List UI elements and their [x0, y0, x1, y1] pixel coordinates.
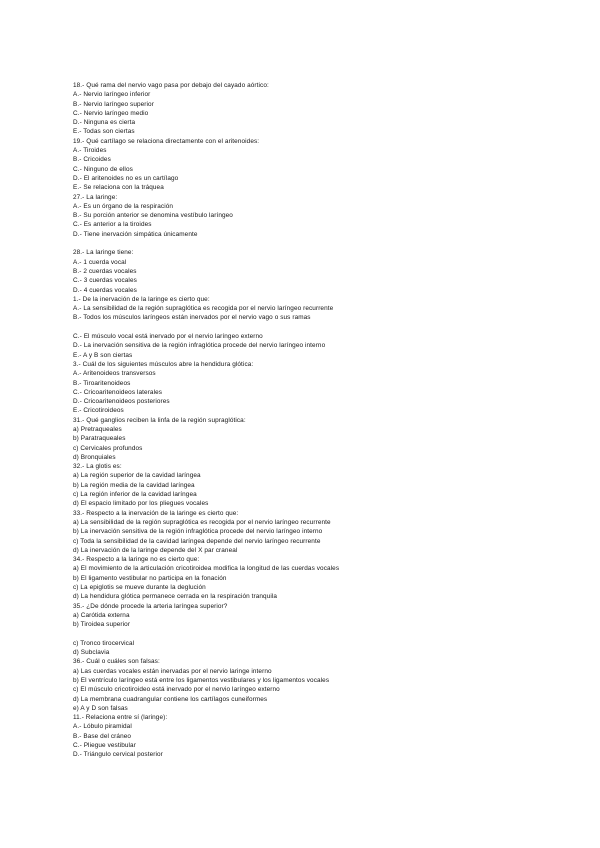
text-line: a) El movimiento de la articulación cricotiroidea modifica la longitud de las cuerdas vocales	[73, 565, 340, 573]
text-line: A.- La sensibilidad de la región supraglótica es recogida por el nervio laríngeo recurrente	[73, 305, 334, 313]
text-line: E.- Se relaciona con la tráquea	[73, 184, 164, 192]
text-line: 32.- La glotis es:	[73, 463, 122, 471]
text-line: B.- Tiroaritenoideos	[73, 379, 131, 387]
text-line: a) La sensibilidad de la región supraglótica es recogida por el nervio laríngeo recurrente	[73, 518, 331, 526]
text-line: C.- Pliegue vestibular	[73, 742, 136, 750]
text-line: B.- 2 cuerdas vocales	[73, 267, 137, 275]
text-line: 19.- Qué cartílago se relaciona directamente con el aritenoides:	[73, 137, 260, 145]
text-line: D.- 4 cuerdas vocales	[73, 286, 137, 294]
text-line: b) La región media de la cavidad laríngea	[73, 481, 195, 489]
text-line: D.- Cricoaritenoideos posteriores	[73, 398, 170, 406]
text-line: E.- Cricotiroideos	[73, 407, 124, 415]
text-line: a) Las cuerdas vocales están inervadas por el nervio laringe interno	[73, 667, 272, 675]
text-line: d) La hendidura glótica permanece cerrada en la respiración tranquila	[73, 593, 278, 601]
text-line: 31.- Qué ganglios reciben la linfa de la región supraglótica:	[73, 416, 246, 424]
text-line: A.- 1 cuerda vocal	[73, 258, 127, 266]
text-line: C.- Ninguno de ellos	[73, 165, 133, 173]
text-line: d) La membrana cuadrangular contiene los cartílagos cuneiformes	[73, 695, 268, 703]
text-line: a) La región superior de la cavidad laríngea	[73, 472, 201, 480]
text-line: A.- Tiroides	[73, 147, 107, 155]
text-line: D.- La inervación sensitiva de la región infraglótica procede del nervio laríngeo interno	[73, 342, 326, 350]
text-line: C.- El músculo vocal está inervado por el nervio laríngeo externo	[73, 333, 263, 341]
text-line: B.- Su porción anterior se denomina vestíbulo laríngeo	[73, 212, 233, 220]
text-line: C.- Es anterior a la tiroides	[73, 221, 152, 229]
text-line: B.- Base del cráneo	[73, 732, 132, 740]
text-line: D.- Ninguna es cierta	[73, 119, 136, 127]
text-line: c) Cervicales profundos	[73, 444, 143, 452]
text-line: E.- A y B son ciertas	[73, 351, 133, 359]
text-line: d) Bronquiales	[73, 453, 116, 461]
text-line: b) El ligamento vestibular no participa en la fonación	[73, 574, 227, 582]
text-line: C.- Cricoaritenoideos laterales	[73, 388, 163, 396]
text-line: A.- Nervio laríngeo inferior	[73, 91, 151, 99]
blank-line	[73, 630, 543, 639]
text-line: D.- Tiene inervación simpática únicamente	[73, 230, 198, 238]
text-line: 33.- Respecto a la inervación de la laringe es cierto que:	[73, 509, 239, 517]
text-line: b) La inervación sensitiva de la región infraglótica procede del nervio laríngeo interno	[73, 528, 323, 536]
text-line: b) Tiroidea superior	[73, 621, 131, 629]
text-line: 11.- Relaciona entre sí (laringe):	[73, 714, 168, 722]
text-line: b) Paratraqueales	[73, 435, 126, 443]
text-line: 1.- De la inervación de la laringe es cierto que:	[73, 295, 210, 303]
text-line: b) El ventrículo laríngeo está entre los ligamentos vestibulares y los ligamentos vocales	[73, 677, 330, 684]
text-line: a) Pretraqueales	[73, 425, 122, 433]
text-line: C.- Nervio laríngeo medio	[73, 109, 149, 117]
text-line: A.- Aritenoideos transversos	[73, 370, 156, 378]
text-line: c) La epiglotis se mueve durante la deglución	[73, 584, 206, 592]
text-line: c) Toda la sensibilidad de la cavidad laríngea depende del nervio laríngeo recurrente	[73, 537, 321, 545]
text-line: 3.- Cuál de los siguientes músculos abre la hendidura glótica:	[73, 360, 254, 368]
text-line: c) Tronco tirocervical	[73, 639, 135, 647]
text-line: a) Carótida externa	[73, 611, 130, 619]
text-line: 28.- La laringe tiene:	[73, 249, 134, 257]
text-line: A.- Es un órgano de la respiración	[73, 202, 174, 210]
document-body	[73, 81, 543, 760]
text-line: E.- Todas son ciertas	[73, 128, 135, 136]
text-line: c) El músculo cricotiroideo está inervado por el nervio laríngeo externo	[73, 686, 280, 694]
text-line: d) La inervación de la laringe depende del X par craneal	[73, 546, 238, 554]
text-line: 35.- ¿De dónde procede la arteria laríngea superior?	[73, 602, 228, 610]
text-line: d) El espacio limitado por los pliegues vocales	[73, 500, 209, 508]
text-line: 36.- Cuál o cuáles son falsas:	[73, 658, 160, 666]
text-line: A.- Lóbulo piramidal	[73, 723, 132, 731]
text-line: B.- Cricoides	[73, 156, 111, 164]
blank-line	[73, 323, 543, 332]
text-line: B.- Nervio laríngeo superior	[73, 100, 154, 108]
blank-line	[73, 239, 543, 248]
text-line: B.- Todos los músculos laríngeos están inervados por el nervio vago o sus ramas	[73, 314, 311, 322]
text-line: C.- 3 cuerdas vocales	[73, 277, 137, 285]
text-line: 34.- Respecto a la laringe no es cierto que:	[73, 556, 200, 564]
text-line: 27.- La laringe:	[73, 193, 118, 201]
text-line: 18.- Qué rama del nervio vago pasa por debajo del cayado aórtico:	[73, 82, 269, 89]
text-line: D.- Triángulo cervical posterior	[73, 751, 163, 759]
text-line: d) Subclavia	[73, 649, 110, 657]
text-line: D.- El aritenoides no es un cartílago	[73, 174, 179, 182]
text-line: e) A y D son falsas	[73, 704, 128, 712]
text-line: c) La región inferior de la cavidad laríngea	[73, 491, 197, 499]
